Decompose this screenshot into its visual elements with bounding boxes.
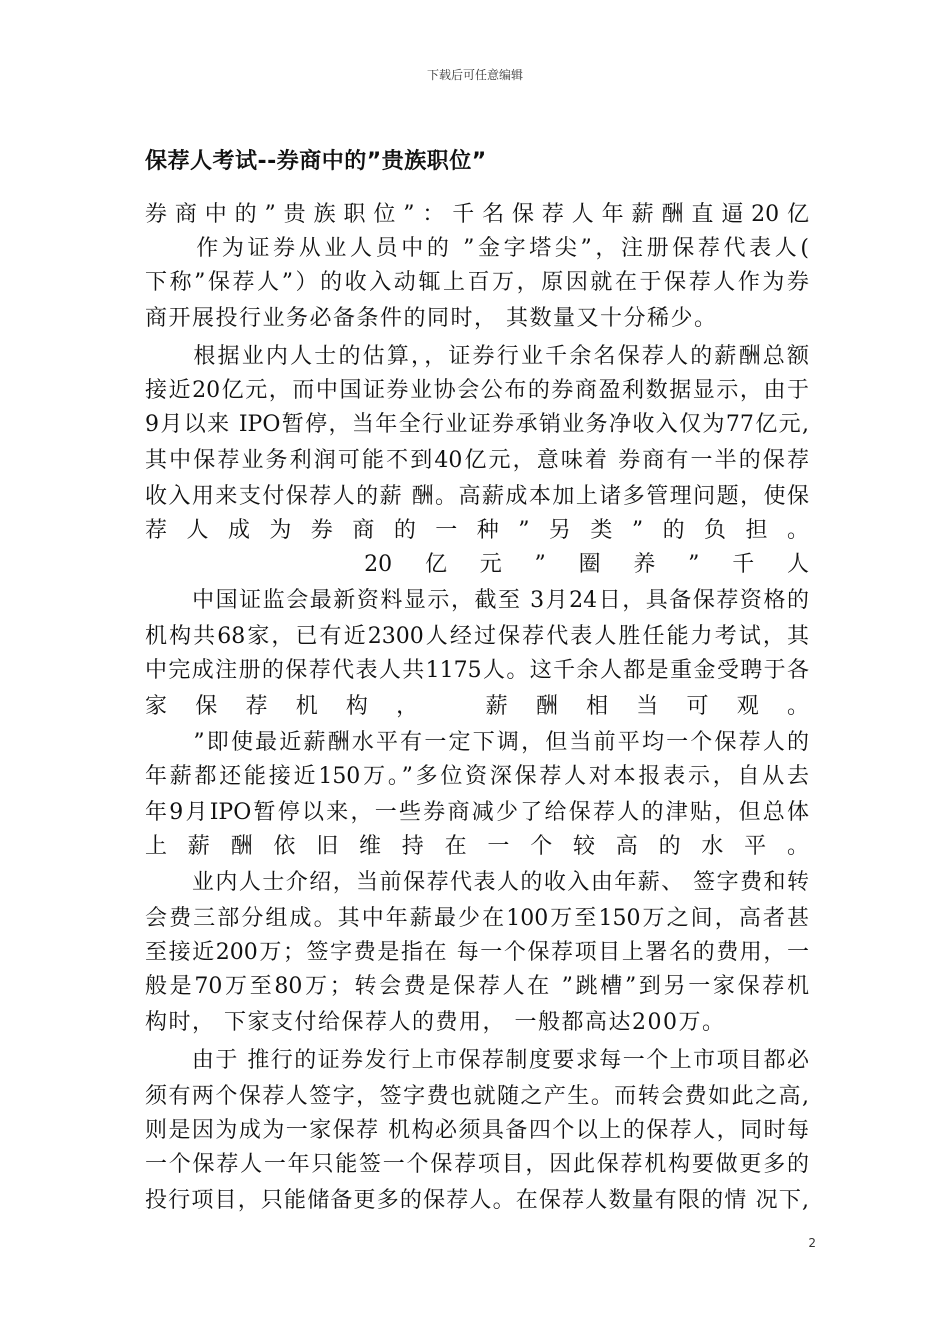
body-line: 其中保荐业务利润可能不到40亿元，意味着 券商有一半的保荐 — [145, 448, 809, 473]
body-line: 商开展投行业务必备条件的同时， 其数量又十分稀少。 — [145, 306, 718, 331]
body-line: 由于 推行的证券发行上市保荐制度要求每一个上市项目都必 — [145, 1048, 809, 1073]
body-line: 投行项目，只能储备更多的保荐人。在保荐人数量有限的情 况下, — [145, 1188, 809, 1213]
body-line: 家保荐机构， 薪酬相当可观。 — [145, 694, 809, 719]
page-number: 2 — [808, 1236, 816, 1250]
body-line: 根据业内人士的估算，，证券行业千余名保荐人的薪酬总额 — [145, 344, 809, 369]
body-line: 收入用来支付保荐人的薪 酬。高薪成本加上诸多管理问题，使保 — [145, 484, 809, 509]
body-line: 机构共68家，已有近2300人经过保荐代表人胜任能力考试，其 — [145, 624, 809, 649]
body-line: 般是70万至80万；转会费是保荐人在 ”跳槽”到另一家保荐机 — [145, 974, 809, 999]
body-line: 业内人士介绍，当前保荐代表人的收入由年薪、 签字费和转 — [145, 870, 809, 895]
body-line: 一个保荐人一年只能签一个保荐项目，因此保荐机构要做更多的 — [145, 1152, 809, 1177]
body-line: 上薪酬依旧维持在一个较高的水平。 — [145, 834, 809, 859]
body-line: 作为证券从业人员中的 ”金字塔尖”，注册保荐代表人( — [145, 236, 809, 261]
body-line: 须有两个保荐人签字，签字费也就随之产生。而转会费如此之高, — [145, 1084, 809, 1109]
body-line: 年9月IPO暂停以来，一些券商减少了给保荐人的津贴，但总体 — [145, 800, 809, 825]
header-note: 下载后可任意编辑 — [426, 68, 523, 82]
body-line: 中国证监会最新资料显示，截至 3月24日，具备保荐资格的 — [145, 588, 809, 613]
body-line: 构时， 下家支付给保荐人的费用， 一般都高达200万。 — [145, 1010, 726, 1035]
section-heading: 20亿元”圈养”千人 — [145, 552, 809, 577]
document-title: 保荐人考试--券商中的”贵族职位” — [145, 149, 487, 174]
body-line: 年薪都还能接近150万。”多位资深保荐人对本报表示，自从去 — [145, 764, 809, 789]
body-line: ”即使最近薪酬水平有一定下调，但当前平均一个保荐人的 — [145, 730, 809, 755]
body-line: 下称”保荐人”）的收入动辄上百万，原因就在于保荐人作为券 — [145, 270, 809, 295]
body-line: 券商中的”贵族职位”：千名保荐人年薪酬直逼20亿 — [145, 202, 809, 227]
body-line: 至接近200万；签字费是指在 每一个保荐项目上署名的费用，一 — [145, 940, 809, 965]
body-line: 接近20亿元，而中国证券业协会公布的券商盈利数据显示，由于 — [145, 378, 809, 403]
body-line: 会费三部分组成。其中年薪最少在100万至150万之间，高者甚 — [145, 906, 809, 931]
body-line: 中完成注册的保荐代表人共1175人。这千余人都是重金受聘于各 — [145, 658, 809, 683]
body-line: 则是因为成为一家保荐 机构必须具备四个以上的保荐人，同时每 — [145, 1118, 809, 1143]
body-line: 荐人成为券商的一种”另类”的负担。 — [145, 518, 809, 543]
body-line: 9月以来 IPO暂停，当年全行业证券承销业务净收入仅为77亿元, — [145, 412, 809, 437]
